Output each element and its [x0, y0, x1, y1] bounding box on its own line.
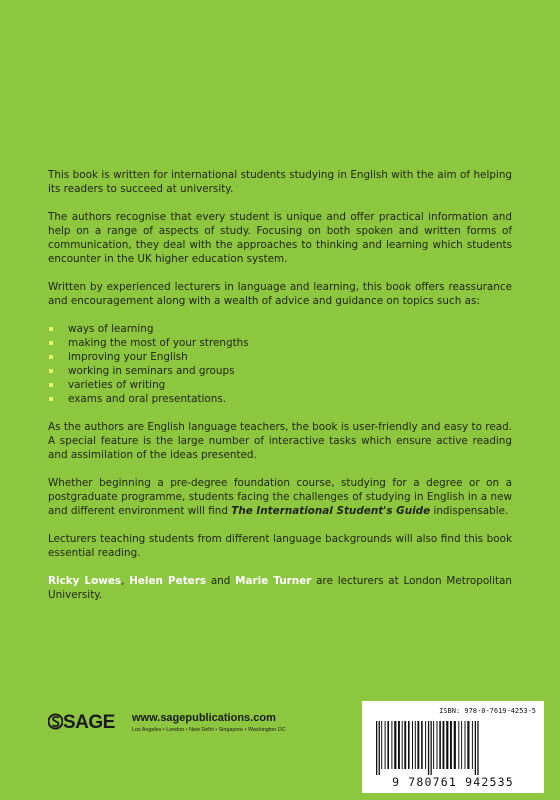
barcode-bar	[398, 721, 400, 769]
barcode-bar	[387, 721, 389, 769]
bullet-icon	[49, 383, 53, 387]
author-name: Helen Peters	[129, 575, 207, 587]
barcode-bar	[391, 721, 392, 769]
paragraph-author-bio: Ricky Lowes, Helen Peters and Marie Turner are lecturers at London Metropolitan University.	[48, 575, 512, 601]
barcode-bar	[379, 721, 380, 775]
barcode-bar	[402, 721, 403, 769]
blurb	[48, 168, 512, 616]
list-item: making the most of your strengths	[48, 336, 512, 350]
book-title: The International Student's Guide	[231, 505, 431, 517]
sage-s-icon	[48, 712, 63, 731]
barcode-bar	[454, 721, 456, 769]
barcode-bar	[385, 721, 386, 769]
publisher-url[interactable]: www.sagepublications.com	[132, 712, 276, 724]
barcode-bar	[446, 721, 448, 769]
paragraph-user-friendly: As the authors are English language teachers, the book is user-friendly and easy to read. A special feature is the large number of interactive tasks which ensure active reading and assimilation of the ideas presented.	[48, 421, 512, 461]
barcode-digits: 9 780761 942535	[392, 775, 514, 789]
topics-list	[48, 322, 512, 406]
barcode-icon	[370, 721, 536, 775]
author-name: Marie Turner	[235, 575, 312, 587]
barcode-bar	[431, 721, 432, 775]
list-item: exams and oral presentations.	[48, 392, 512, 406]
barcode-bar	[376, 721, 377, 775]
list-item: varieties of writing	[48, 378, 512, 392]
isbn-barcode	[362, 701, 544, 793]
barcode-bar	[394, 721, 396, 769]
paragraph-written-by: Written by experienced lecturers in language and learning, this book offers reassurance and encouragement along with a wealth of advice and guidance on topics such as:	[48, 281, 512, 307]
barcode-bar	[461, 721, 462, 769]
barcode-bar	[477, 721, 478, 775]
barcode-bar	[450, 721, 452, 769]
publisher-footer	[48, 710, 308, 740]
barcode-bar	[428, 721, 429, 775]
list-item: working in seminars and groups	[48, 364, 512, 378]
paragraph-authors-recognise: The authors recognise that every student is unique and offer practical information and help on a range of aspects of study. Focusing on both spoken and written forms of communication, they deal with the approaches to thinking and learning which students encounter in the UK higher education system.	[48, 211, 512, 265]
barcode-bar	[415, 721, 416, 769]
paragraph-intro: This book is written for international students studying in English with the aim of helping its readers to succeed at university.	[48, 169, 512, 195]
barcode-bar	[443, 721, 445, 769]
bullet-icon	[49, 355, 53, 359]
barcode-bar	[458, 721, 459, 769]
barcode-bar	[433, 721, 434, 769]
bullet-icon	[49, 341, 53, 345]
barcode-bar	[417, 721, 419, 769]
sage-logo: SAGE	[48, 712, 115, 734]
barcode-bar	[437, 721, 438, 769]
barcode-bar	[425, 721, 426, 769]
bullet-icon	[49, 327, 53, 331]
barcode-bar	[467, 721, 469, 769]
barcode-bar	[439, 721, 441, 769]
barcode-bar	[465, 721, 466, 769]
bullet-icon	[49, 369, 53, 373]
bullet-icon	[49, 397, 53, 401]
barcode-bar	[421, 721, 423, 769]
barcode-bar	[412, 721, 413, 769]
author-name: Ricky Lowes	[48, 575, 122, 587]
barcode-bar	[475, 721, 476, 775]
barcode-bar	[381, 721, 382, 769]
paragraph-whether-beginning: Whether beginning a pre-degree foundation course, studying for a degree or on a postgraduate programme, students facing the challenges of studying in English in a new and different environment will find The International Student's Guide indispensable.	[48, 477, 512, 517]
barcode-bar	[408, 721, 410, 769]
publisher-cities: Los Angeles • London • New Delhi • Singapore • Washington DC	[132, 727, 286, 733]
paragraph-lecturers: Lecturers teaching students from different language backgrounds will also find this book essential reading.	[48, 533, 512, 559]
list-item: improving your English	[48, 350, 512, 364]
barcode-bar	[404, 721, 406, 769]
isbn-label: ISBN: 978-0-7619-4253-5	[439, 707, 536, 715]
list-item: ways of learning	[48, 322, 512, 336]
barcode-bar	[472, 721, 473, 769]
